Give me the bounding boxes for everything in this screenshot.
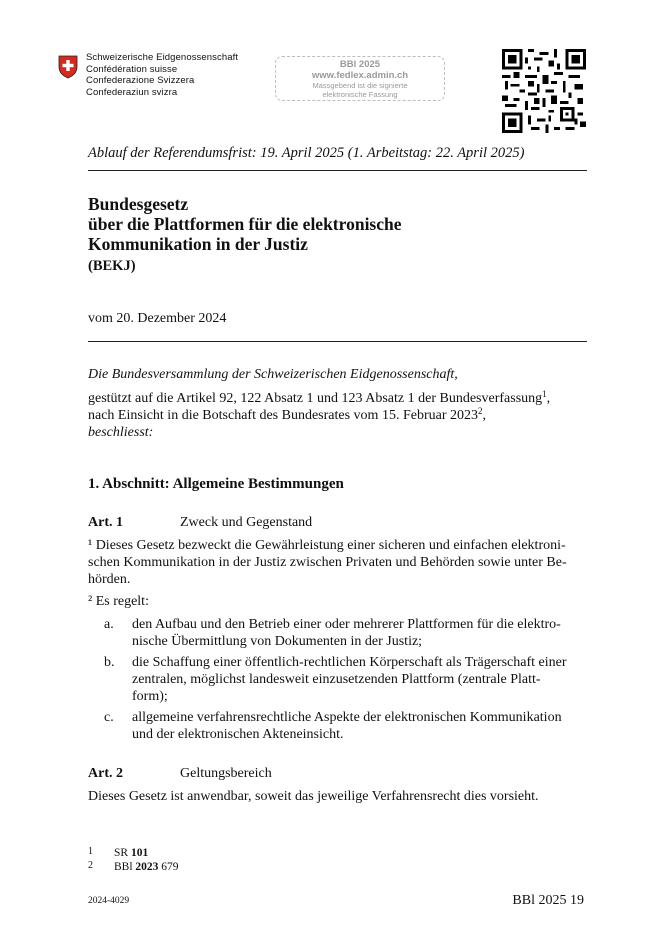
preamble-intro: Die Bundesversammlung der Schweizerischen Eidgenossenschaft, [88,367,458,382]
preamble [88,366,588,441]
article-1-heading [88,514,312,531]
referendum-deadline: Ablauf der Referendumsfrist: 19. April 2025 (1. Arbeitstag: 22. April 2025) [88,145,525,161]
qr-code-icon[interactable] [502,49,586,133]
stamp-bbl: BBl 2025 [339,59,381,70]
preamble-resolves: beschliesst: [88,425,154,440]
law-title [88,194,402,254]
chapter-heading: 1. Abschnitt: Allgemeine Bestimmungen [88,476,344,492]
article-2-text: Dieses Gesetz ist anwendbar, soweit das jeweilige Verfahrensrecht dies vorsieht. [88,789,539,804]
preamble-basis: gestützt auf die Artikel 92, 122 Absatz 1 und 123 Absatz 1 der Bundesverfassung$^1$, [88,389,551,406]
footnote-ref-1[interactable]: 1 [542,389,547,399]
law-title-line-2: über die Plattformen für die elektronische [88,214,402,234]
footnote-1: 1 SR 101 [88,846,149,859]
agency-line-de: Schweizerische Eidgenossenschaft [86,52,239,63]
law-title-line-3: Kommunikation in der Justiz [88,234,308,254]
divider-top [88,170,587,171]
stamp-note-2: elektronische Fassung [322,90,398,99]
agency-line-rm: Confederaziun svizra [86,86,178,98]
footnotes [88,846,179,873]
footnote-2: 2 BBl 2023 679 [88,859,179,873]
article-2-number: Art. 2 [88,766,123,781]
article-1-paragraph-2: ² Es regelt: [88,594,149,609]
stamp-note-1: Massgebend ist die signierte [312,81,408,90]
enactment-date: vom 20. Dezember 2024 [88,311,227,326]
divider-title [88,341,587,342]
article-1-title: Zweck und Gegenstand [180,515,313,530]
agency-line-it: Confederazione Svizzera [86,75,195,86]
preamble-message: nach Einsicht in die Botschaft des Bundesrates vom 15. Februar 2023$^2$, [88,406,486,423]
stamp-url[interactable]: www.fedlex.admin.ch [311,70,409,81]
law-title-line-1: Bundesgesetz [88,194,189,214]
article-1-paragraph-1: ¹ Dieses Gesetz bezweckt die Gewährleistung einer sicheren und einfachen elektroni- schen Kommunikation in der Justiz zwischen Privaten und Behörden sowie unter Be- hörden. [88,538,567,587]
article-2-title: Geltungsbereich [180,766,272,781]
law-abbreviation: (BEKJ) [88,258,136,274]
agency-names [86,52,238,98]
publication-stamp [275,56,445,101]
page-reference: BBl 2025 19 [512,893,584,908]
footnote-ref-2[interactable]: 2 [477,406,483,416]
swiss-coat-of-arms-icon [58,55,78,79]
article-2-heading [88,765,272,782]
article-1-number: Art. 1 [88,515,123,530]
agency-line-fr: Confédération suisse [86,63,178,75]
document-id: 2024-4029 [88,896,130,906]
